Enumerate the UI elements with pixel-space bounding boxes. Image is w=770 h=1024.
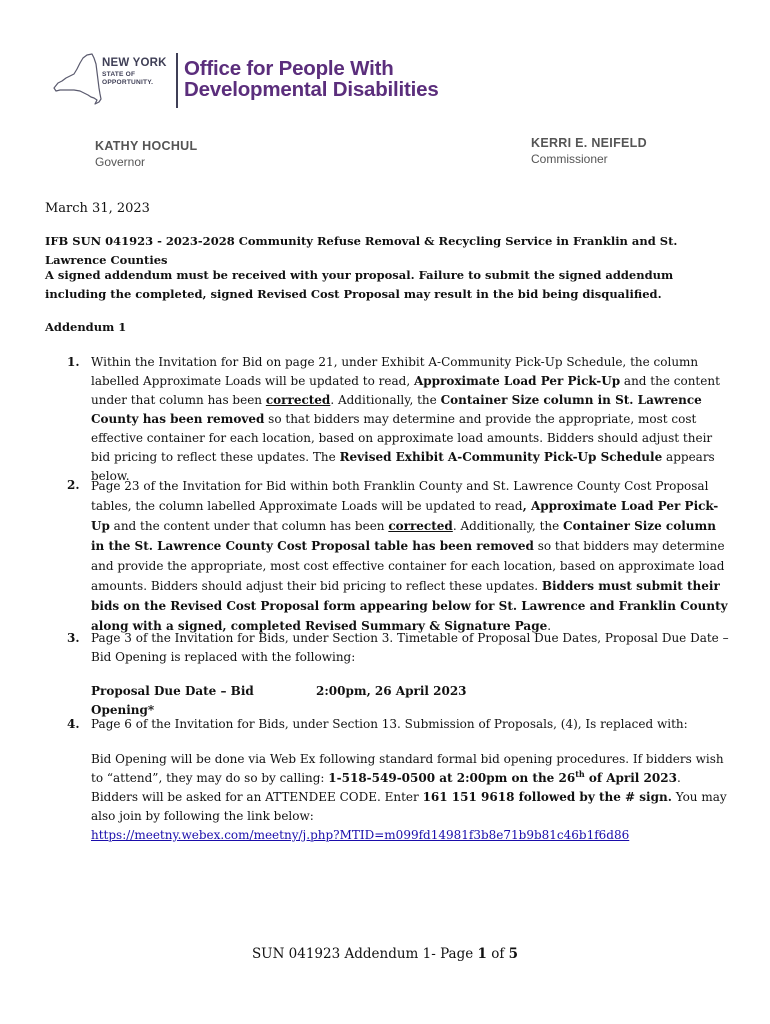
item-text: . Additionally, the [452,519,564,533]
item-number: 3. [67,631,80,645]
item-text: and the content under that column has been [109,519,389,533]
addendum-item-3: Page 3 of the Invitation for Bids, under Section 3. Timetable of Proposal Due Dates, Proposal Due Date – Bid Opening is replaced with the following: [91,631,729,664]
item-text: . Bidders will be asked for an ATTENDEE CODE. Enter [91,771,681,804]
item-bold-text: 1-518-549-0500 at 2:00pm on the 26 [328,771,576,785]
commissioner-block [531,136,647,166]
item-text: appears below. [91,450,715,483]
office-name-line1: Office for People With [184,57,394,80]
governor-block [95,139,197,169]
page-footer [0,946,770,962]
letter-date: March 31, 2023 [45,201,150,216]
item-bold-text: Revised Exhibit A-Community Pick-Up Schedule [339,450,663,464]
item-bold-text: 161 151 9618 followed by the # sign. [422,790,672,804]
ny-state-wordmark [102,58,167,87]
item-text: Bid Opening will be done via Web Ex following standard formal bid opening procedures. If bidders wish to “attend”, they may do so by calling: [91,752,724,785]
new-york-state-outline-icon [50,52,106,108]
item-text: so that bidders may determine and provide the appropriate, most cost effective container for each location, based on approximate load amounts. Bidders should adjust their bid pricing to reflect these updates. [91,539,725,593]
item-text: . [547,619,552,633]
item-underlined-text: corrected [388,519,453,533]
item-text: Page 23 of the Invitation for Bid within both Franklin County and St. Lawrence County Cost Proposal tables, the column labelled Approximate Loads will be updated to read [91,479,709,513]
item-text: so that bidders may determine and provide the appropriate, most cost effective container for each location, based on approximate load amounts. Bidders should adjust their bid pricing to reflect these updates. The [91,412,713,464]
item-text: Within the Invitation for Bid on page 21, under Exhibit A-Community Pick-Up Schedule, the column labelled Approximate Loads will be updated to read, [91,355,699,388]
governor-name: KATHY HOCHUL [95,139,198,153]
ordinal-suffix: th [575,769,585,779]
ny-wordmark-line3: OPPORTUNITY. [102,79,154,87]
governor-title: Governor [95,155,146,169]
item-number: 1. [67,355,80,369]
item-bold-text: of April 2023 [584,771,677,785]
addendum-item-4: Page 6 of the Invitation for Bids, under Section 13. Submission of Proposals, (4), Is replaced with: [91,717,688,731]
office-name [184,58,439,100]
footer-separator: of [486,946,509,962]
disqualification-warning: A signed addendum must be received with your proposal. Failure to submit the signed addendum including the completed, signed Revised Cost Proposal may result in the bid being disqualified. [45,268,674,301]
addendum-item-2 [91,476,731,636]
item-number: 4. [67,717,80,731]
item-text: and the content under that column has been [91,374,720,407]
bid-opening-instructions [91,750,731,845]
ny-wordmark-line2: STATE OF [102,70,136,78]
addendum-item-1 [91,353,731,486]
ny-wordmark-line1: NEW YORK [102,57,167,69]
ifb-subject: IFB SUN 041923 - 2023-2028 Community Refuse Removal & Recycling Service in Franklin and St. Lawrence Counties [45,234,678,267]
proposal-due-value: 2:00pm, 26 April 2023 [316,684,467,698]
proposal-due-label: Proposal Due Date – Bid Opening* [91,684,254,717]
item-bold-text: Container Size column in the St. Lawrence County Cost Proposal table has been removed [91,519,716,553]
item-bold-text: Bidders must submit their bids on the Revised Cost Proposal form appearing below for St. Lawrence and Franklin County along with a signed, completed Revised Summary & Signature Page [91,579,728,633]
footer-page-number: 1 [477,946,487,962]
item-text: You may also join by following the link below: [91,790,727,823]
footer-total-pages: 5 [508,946,519,962]
item-bold-text: , Approximate Load Per Pick-Up [91,499,719,533]
item-underlined-text: corrected [265,393,331,407]
commissioner-title: Commissioner [531,152,608,166]
office-name-line2: Developmental Disabilities [184,78,439,101]
webex-meeting-link[interactable]: https://meetny.webex.com/meetny/j.php?MTID=m099fd14981f3b8e71b9b81c46b1f6d86 [91,828,630,842]
item-number: 2. [67,478,80,492]
item-bold-text: Approximate Load Per Pick-Up [413,374,621,388]
footer-prefix: SUN 041923 Addendum 1- Page [251,946,478,962]
item-bold-text: Container Size column in St. Lawrence County has been removed [91,393,702,426]
item-text: . Additionally, the [330,393,441,407]
letterhead-logo [50,52,470,112]
addendum-title: Addendum 1 [45,320,127,334]
logo-divider [176,53,178,108]
commissioner-name: KERRI E. NEIFELD [531,136,647,150]
